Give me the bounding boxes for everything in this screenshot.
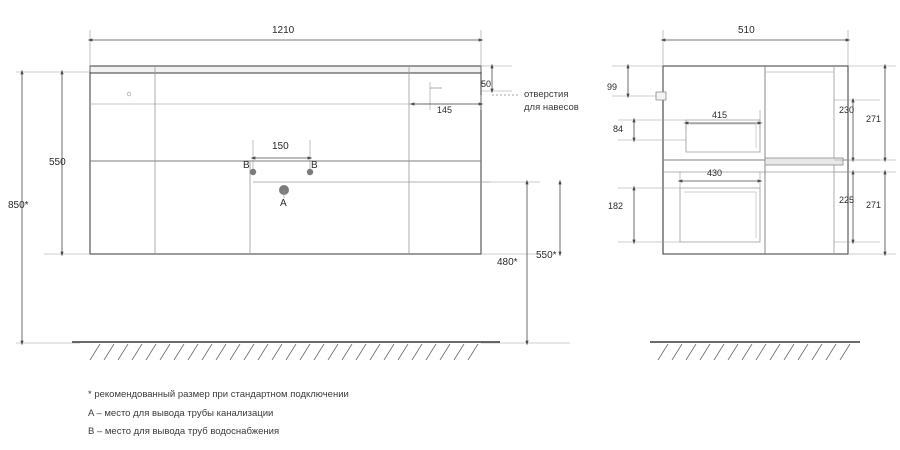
dim-label-upper-drawer-depth: 415 (712, 110, 728, 120)
dim-label-top-offset: 50 (481, 79, 492, 89)
dim-label-overall-depth: 510 (738, 25, 755, 36)
point-label-a: A (280, 198, 287, 209)
note-point-a: A – место для вывода трубы канализации (88, 407, 274, 419)
callout-hanger-holes-line1: отверстия (524, 89, 569, 100)
dim-label-floor-height: 850* (8, 200, 29, 211)
note-point-b: B – место для вывода труб водоснабжения (88, 426, 280, 437)
dim-label-lower-inner-height: 182 (608, 201, 624, 211)
dim-label-bottom-height: 480* (497, 257, 518, 268)
dim-label-upper-height: 230 (839, 105, 855, 115)
dim-label-cabinet-height: 550 (49, 157, 66, 168)
callout-hanger-holes-line2: для навесов (524, 102, 579, 113)
dim-label-right-offset: 145 (437, 105, 453, 115)
dim-label-lower-drawer-depth: 430 (707, 168, 723, 178)
dim-label-upper-inner-height: 84 (613, 124, 624, 134)
note-recommended-size: * рекомендованный размер при стандартном подключении (88, 389, 349, 400)
dim-label-lower-height: 225 (839, 195, 855, 205)
point-label-b-right: B (311, 160, 318, 171)
dim-label-lower-total-height: 271 (866, 200, 882, 210)
dim-label-handle-span: 150 (272, 141, 289, 152)
dim-label-overall-width: 1210 (272, 25, 295, 36)
dim-label-top-hole-offset: 99 (607, 82, 618, 92)
point-label-b-left: B (243, 160, 250, 171)
dim-label-upper-total-height: 271 (866, 114, 882, 124)
notes-block (88, 386, 608, 442)
dim-label-mid-height: 550* (536, 250, 557, 261)
